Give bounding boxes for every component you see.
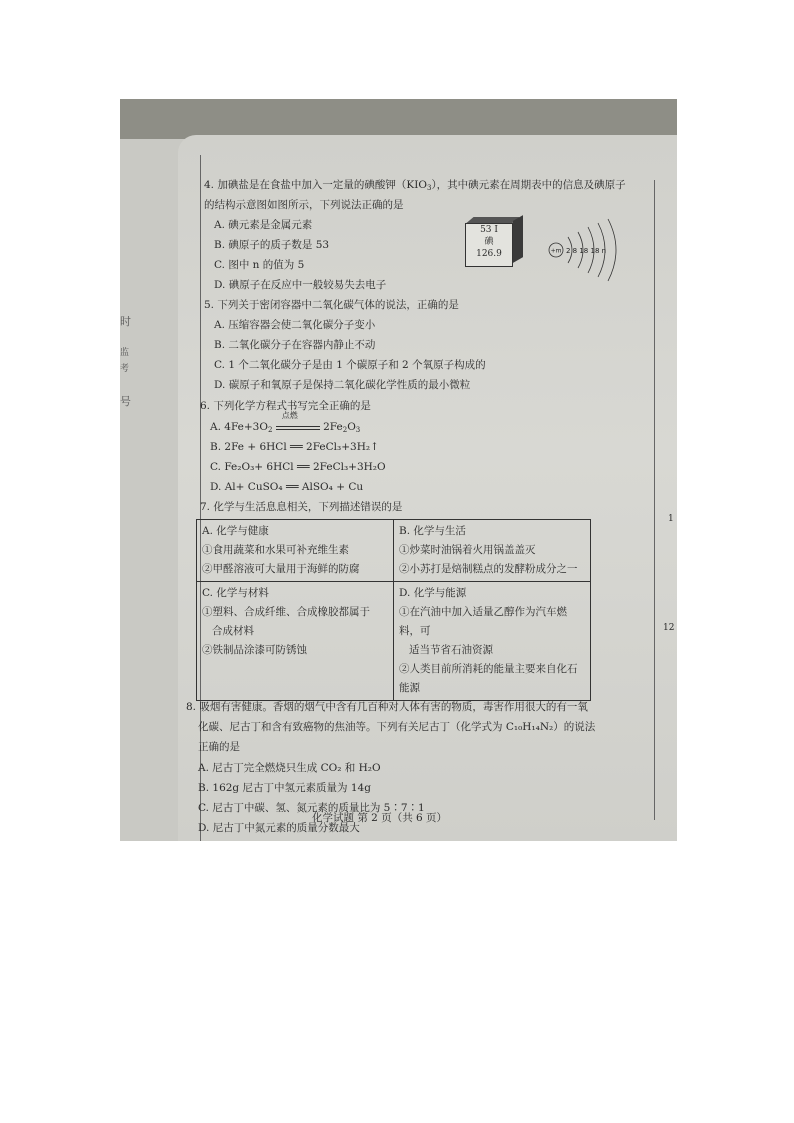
q4-option-c: C. 图中 n 的值为 5 [214, 259, 305, 271]
q6-option-d: D. Al+ CuSO₄ ══ AlSO₄ + Cu [210, 481, 364, 493]
iodine-atom-diagram [546, 215, 626, 285]
page-footer: 化学试题 第 2 页（共 6 页） [312, 812, 448, 824]
q4-option-a: A. 碘元素是金属元素 [214, 219, 313, 231]
q8-option-d: D. 尼古丁中氮元素的质量分数最大 [198, 822, 360, 834]
q8-stem-line1: 8. 吸烟有害健康。香烟的烟气中含有几百种对人体有害的物质，毒害作用很大的有一氧 [186, 701, 588, 713]
q5-option-c: C. 1 个二氧化碳分子是由 1 个碳原子和 2 个氧原子构成的 [214, 359, 486, 371]
q7-cell-a: A. 化学与健康 ①食用蔬菜和水果可补充维生素 ②甲醛溶液可大量用于海鲜的防腐 [197, 520, 394, 582]
margin-char: 号 [120, 395, 131, 408]
q5-option-b: B. 二氧化碳分子在容器内静止不动 [214, 339, 376, 351]
q4-option-d: D. 碘原子在反应中一般较易失去电子 [214, 279, 387, 291]
q6-stem: 6. 下列化学方程式书写完全正确的是 [200, 400, 371, 412]
exam-photo [120, 99, 677, 841]
q4-option-b: B. 碘原子的质子数是 53 [214, 239, 330, 251]
q7-cell-d: D. 化学与能源 ①在汽油中加入适量乙醇作为汽车燃料，可 适当节省石油资源 ②人类目前所消耗的能量主要来自化石能源 [394, 582, 591, 701]
q7-stem: 7. 化学与生活息息相关，下列描述错误的是 [200, 501, 403, 513]
margin-char: 12 [663, 623, 675, 633]
element-number-symbol: 53 I [480, 225, 498, 235]
margin-char: 1 [668, 514, 674, 524]
q7-table [196, 519, 591, 701]
element-mass: 126.9 [476, 249, 502, 259]
q4-stem-line1: 4. 加碘盐是在食盐中加入一定量的碘酸钾$(KIO_3)$，其中碘元素在周期表中的信息及碘原子 [204, 179, 626, 192]
reaction-arrow [276, 411, 320, 430]
q5-option-d: D. 碳原子和氧原子是保持二氧化碳化学性质的最小微粒 [214, 379, 471, 391]
margin-char: 时 [120, 315, 131, 328]
q5-stem: 5. 下列关于密闭容器中二氧化碳气体的说法，正确的是 [204, 299, 459, 311]
nucleus-label: +m [550, 247, 562, 255]
card-top-face [466, 217, 519, 223]
q8-option-a: A. 尼古丁完全燃烧只生成 CO₂ 和 H₂O [198, 762, 381, 774]
card-side-face [513, 215, 523, 263]
margin-char: 考 [120, 364, 130, 374]
q6-option-c: C. Fe₂O₃+ 6HCl ══ 2FeCl₃+3H₂O [210, 461, 386, 473]
q7-cell-c: C. 化学与材料 ①塑料、合成纤维、合成橡胶都属于 合成材料 ②铁制品涂漆可防锈蚀 [197, 582, 394, 701]
shell-arc [608, 219, 616, 281]
q6-option-a: A. $4Fe+3O_2$ 点燃 $2Fe_2O_3$ [210, 411, 361, 434]
q7-cell-b: B. 化学与生活 ①炒菜时油锅着火用锅盖盖灭 ②小苏打是焙制糕点的发酵粉成分之一 [394, 520, 591, 582]
iodine-element-card [465, 223, 513, 267]
q6-option-b: B. 2Fe + 6HCl ══ 2FeCl₃+3H₂↑ [210, 441, 379, 453]
shell-electrons: 2 8 18 18 n [566, 247, 607, 255]
element-name: 碘 [484, 237, 494, 247]
q8-stem-line2: 化碳、尼古丁和含有致癌物的焦油等。下列有关尼古丁（化学式为 C₁₀H₁₄N₂）的说法 [198, 721, 596, 733]
exam-page [178, 135, 677, 841]
q8-option-c: C. 尼古丁中碳、氢、氮元素的质量比为 5∶7∶1 [198, 802, 425, 814]
q5-option-a: A. 压缩容器会使二氧化碳分子变小 [214, 319, 376, 331]
right-border-line [654, 180, 655, 820]
margin-char: 监 [120, 348, 130, 358]
left-border-line [200, 155, 201, 841]
q8-option-b: B. 162g 尼古丁中氢元素质量为 14g [198, 782, 371, 794]
q4-stem-line2: 的结构示意图如图所示，下列说法正确的是 [204, 199, 404, 211]
reaction-condition: 点燃 [281, 411, 298, 420]
q8-stem-line3: 正确的是 [198, 741, 240, 753]
